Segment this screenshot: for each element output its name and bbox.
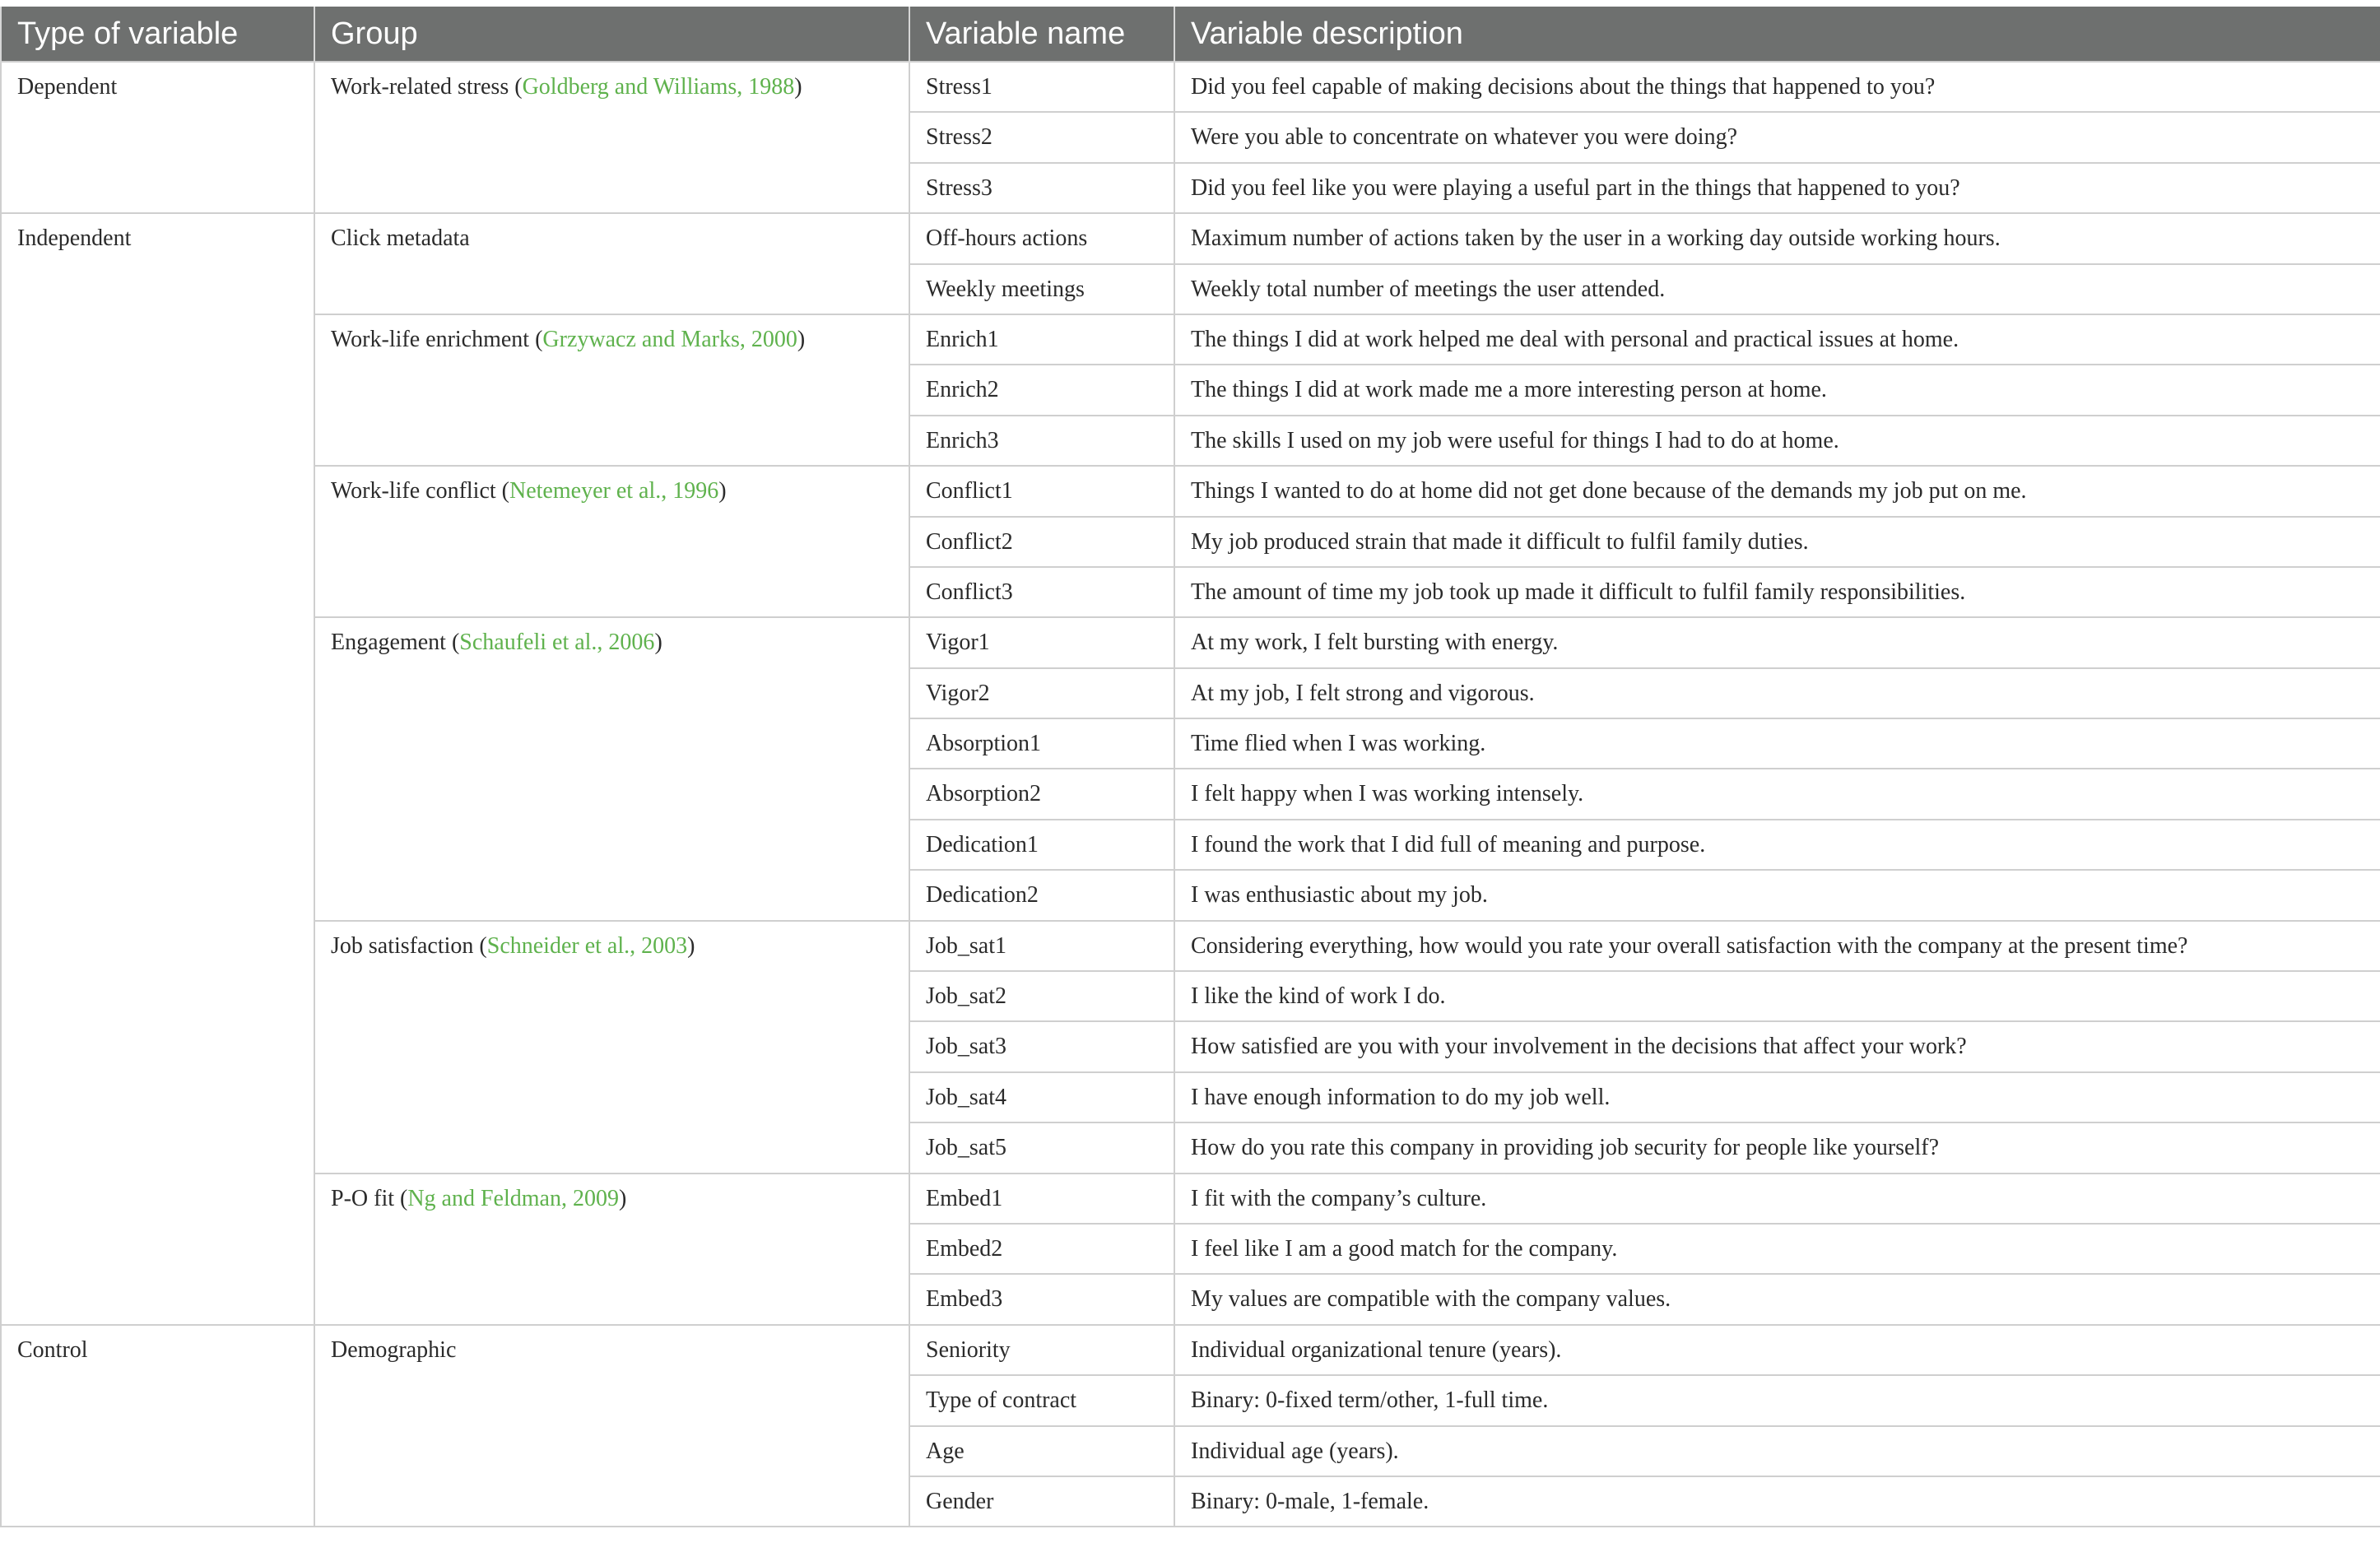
variable-description-cell: Maximum number of actions taken by the user in a working day outside working hours. (1174, 213, 2380, 263)
variable-description-cell: The things I did at work made me a more interesting person at home. (1174, 365, 2380, 415)
group-name: Work-related stress (331, 74, 509, 100)
variable-name-cell: Job_sat1 (909, 921, 1174, 971)
variables-table (0, 7, 2380, 1527)
variable-name-cell: Enrich3 (909, 416, 1174, 466)
variable-description-cell: My job produced strain that made it difficult to fulfil family duties. (1174, 517, 2380, 567)
variable-description-cell: The amount of time my job took up made it difficult to fulfil family responsibilities. (1174, 567, 2380, 617)
variable-description-cell: Individual organizational tenure (years). (1174, 1325, 2380, 1375)
variable-description-cell: At my job, I felt strong and vigorous. (1174, 668, 2380, 718)
table-row (1, 213, 2380, 263)
variable-name-cell: Gender (909, 1476, 1174, 1527)
header-variable-name: Variable name (909, 7, 1174, 62)
table-row (1, 466, 2380, 516)
variable-description-cell: Did you feel like you were playing a useful part in the things that happened to you? (1174, 163, 2380, 213)
variable-description-cell: The skills I used on my job were useful for things I had to do at home. (1174, 416, 2380, 466)
variable-description-cell: My values are compatible with the company values. (1174, 1274, 2380, 1324)
variable-name-cell: Stress2 (909, 112, 1174, 162)
group-name: Work-life conflict (331, 478, 496, 504)
variable-description-cell: Considering everything, how would you rate your overall satisfaction with the company at the present time? (1174, 921, 2380, 971)
variables-table-container (0, 7, 2380, 1527)
variable-name-cell: Embed1 (909, 1174, 1174, 1224)
type-of-variable-cell: Independent (1, 213, 314, 1325)
variable-name-cell: Type of contract (909, 1375, 1174, 1425)
group-name: P-O fit (331, 1185, 394, 1211)
variable-name-cell: Conflict2 (909, 517, 1174, 567)
group-cell (314, 62, 909, 213)
group-name: Work-life enrichment (331, 326, 530, 352)
group-cell (314, 1174, 909, 1325)
variable-description-cell: I was enthusiastic about my job. (1174, 870, 2380, 920)
table-row (1, 921, 2380, 971)
variable-description-cell: I feel like I am a good match for the company. (1174, 1224, 2380, 1274)
table-row (1, 62, 2380, 112)
variable-description-cell: Time flied when I was working. (1174, 718, 2380, 769)
citation-close-paren: ) (654, 630, 662, 656)
citation-link[interactable]: Ng and Feldman, 2009 (407, 1185, 619, 1211)
citation-link[interactable]: Schneider et al., 2003 (486, 932, 688, 959)
header-type-of-variable: Type of variable (1, 7, 314, 62)
variable-name-cell: Stress1 (909, 62, 1174, 112)
variable-name-cell: Enrich2 (909, 365, 1174, 415)
variable-description-cell: How do you rate this company in providing job security for people like yourself? (1174, 1122, 2380, 1173)
variable-description-cell: At my work, I felt bursting with energy. (1174, 617, 2380, 667)
citation-close-paren: ) (687, 932, 695, 959)
table-row (1, 1174, 2380, 1224)
variable-name-cell: Absorption1 (909, 718, 1174, 769)
variable-name-cell: Job_sat5 (909, 1122, 1174, 1173)
group-cell (314, 466, 909, 617)
variable-description-cell: I have enough information to do my job well. (1174, 1072, 2380, 1122)
table-row (1, 617, 2380, 667)
variable-name-cell: Weekly meetings (909, 264, 1174, 314)
variable-description-cell: I fit with the company’s culture. (1174, 1174, 2380, 1224)
table-row (1, 314, 2380, 365)
variable-name-cell: Embed3 (909, 1274, 1174, 1324)
variable-name-cell: Stress3 (909, 163, 1174, 213)
variable-name-cell: Job_sat3 (909, 1021, 1174, 1071)
variable-name-cell: Job_sat4 (909, 1072, 1174, 1122)
variable-name-cell: Age (909, 1426, 1174, 1476)
group-name: Job satisfaction (331, 932, 474, 959)
group-name: Demographic (331, 1336, 457, 1363)
citation-open-paren: ( (495, 478, 509, 504)
type-of-variable-cell: Dependent (1, 62, 314, 213)
variable-description-cell: I found the work that I did full of meaning and purpose. (1174, 820, 2380, 870)
table-body (1, 62, 2380, 1527)
group-cell (314, 921, 909, 1174)
variable-name-cell: Absorption2 (909, 769, 1174, 819)
variable-name-cell: Off-hours actions (909, 213, 1174, 263)
citation-close-paren: ) (618, 1185, 627, 1211)
variable-description-cell: The things I did at work helped me deal with personal and practical issues at home. (1174, 314, 2380, 365)
variable-description-cell: Things I wanted to do at home did not get done because of the demands my job put on me. (1174, 466, 2380, 516)
header-group: Group (314, 7, 909, 62)
variable-name-cell: Vigor1 (909, 617, 1174, 667)
citation-close-paren: ) (797, 326, 806, 352)
citation-link[interactable]: Netemeyer et al., 1996 (509, 478, 719, 504)
group-cell (314, 1325, 909, 1527)
variable-name-cell: Enrich1 (909, 314, 1174, 365)
header-variable-description: Variable description (1174, 7, 2380, 62)
table-header (1, 7, 2380, 62)
variable-description-cell: Were you able to concentrate on whatever you were doing? (1174, 112, 2380, 162)
variable-description-cell: Individual age (years). (1174, 1426, 2380, 1476)
citation-open-paren: ( (509, 74, 523, 100)
variable-name-cell: Dedication1 (909, 820, 1174, 870)
variable-description-cell: I felt happy when I was working intensely. (1174, 769, 2380, 819)
variable-name-cell: Conflict3 (909, 567, 1174, 617)
group-name: Engagement (331, 630, 446, 656)
citation-link[interactable]: Schaufeli et al., 2006 (459, 630, 655, 656)
group-cell (314, 314, 909, 466)
variable-description-cell: Binary: 0-fixed term/other, 1-full time. (1174, 1375, 2380, 1425)
citation-link[interactable]: Goldberg and Williams, 1988 (522, 74, 795, 100)
citation-link[interactable]: Grzywacz and Marks, 2000 (542, 326, 797, 352)
group-name: Click metadata (331, 225, 470, 252)
variable-name-cell: Conflict1 (909, 466, 1174, 516)
citation-close-paren: ) (718, 478, 727, 504)
header-row (1, 7, 2380, 62)
table-row (1, 1325, 2380, 1375)
variable-name-cell: Dedication2 (909, 870, 1174, 920)
variable-description-cell: How satisfied are you with your involvement in the decisions that affect your work? (1174, 1021, 2380, 1071)
variable-description-cell: Binary: 0-male, 1-female. (1174, 1476, 2380, 1527)
citation-close-paren: ) (794, 74, 802, 100)
variable-name-cell: Seniority (909, 1325, 1174, 1375)
variable-name-cell: Job_sat2 (909, 971, 1174, 1021)
group-cell (314, 213, 909, 314)
citation-open-paren: ( (445, 630, 460, 656)
variable-description-cell: Did you feel capable of making decisions about the things that happened to you? (1174, 62, 2380, 112)
citation-open-paren: ( (394, 1185, 408, 1211)
type-of-variable-cell: Control (1, 1325, 314, 1527)
variable-name-cell: Vigor2 (909, 668, 1174, 718)
group-cell (314, 617, 909, 920)
variable-name-cell: Embed2 (909, 1224, 1174, 1274)
variable-description-cell: Weekly total number of meetings the user attended. (1174, 264, 2380, 314)
citation-open-paren: ( (529, 326, 543, 352)
citation-open-paren: ( (473, 932, 487, 959)
variable-description-cell: I like the kind of work I do. (1174, 971, 2380, 1021)
